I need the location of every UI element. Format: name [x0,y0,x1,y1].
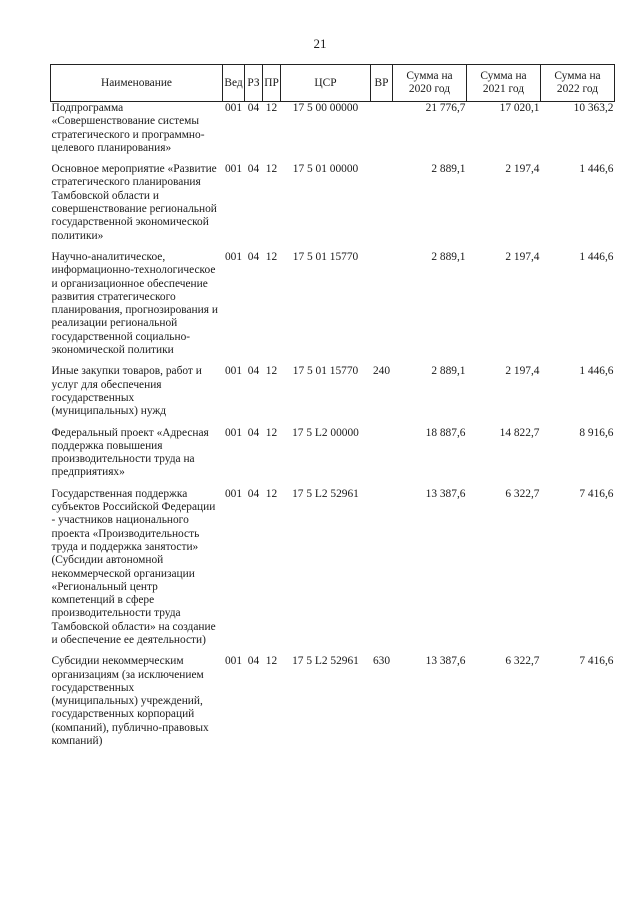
row-pr: 12 [265,426,278,439]
row-vr [371,102,393,164]
row-rz: 04 [247,163,260,176]
row-pr: 12 [265,365,278,378]
row-rz: 04 [247,487,260,500]
table-row [51,427,615,488]
header-sum-2021: Сумма на 2021 год [467,65,541,102]
header-vr: ВР [371,65,393,102]
row-pr: 12 [265,163,278,176]
row-pr: 12 [265,250,278,263]
header-name: Наименование [51,65,223,102]
row-sum-2021: 17 020,1 [499,102,540,114]
table-row [51,365,615,426]
table-row [51,163,615,251]
row-sum-2020: 2 889,1 [431,250,466,263]
budget-table [50,64,615,756]
row-pr: 12 [265,487,278,500]
row-name: Федеральный проект «Адресная поддержка повышения производительности труда на предприятиях» [51,426,209,479]
row-name: Научно-аналитическое, информационно-технологическое и организационное обеспечение развития стратегического планирования, прогнозирования и реализации региональной государственной социально-экономической политики [51,250,218,357]
row-pr: 12 [265,655,278,668]
row-sum-2022: 10 363,2 [573,102,614,114]
row-sum-2020: 13 387,6 [425,487,466,500]
header-sum-2020: Сумма на 2020 год [393,65,467,102]
row-sum-2022: 7 416,6 [579,655,614,668]
header-sum-2022: Сумма на 2022 год [541,65,615,102]
row-ved: 001 [224,365,243,378]
row-vr [371,251,393,365]
row-ved: 001 [224,426,243,439]
row-rz: 04 [247,426,260,439]
row-vr: 240 [372,365,391,378]
row-sum-2021: 2 197,4 [505,250,540,263]
table-row [51,102,615,164]
row-vr [371,163,393,251]
table-row [51,251,615,365]
row-csr: 17 5 01 15770 [292,365,359,378]
row-sum-2022: 8 916,6 [579,426,614,439]
row-ved: 001 [224,163,243,176]
table-header-row [51,65,615,102]
row-sum-2022: 1 446,6 [579,163,614,176]
row-sum-2020: 18 887,6 [425,426,466,439]
row-csr: 17 5 L2 52961 [292,655,359,668]
table-row [51,655,615,756]
row-sum-2020: 2 889,1 [431,365,466,378]
row-name: Основное мероприятие «Развитие стратегического планирования Тамбовской области и совершенствование региональной государственной экономической политики» [51,163,217,242]
row-sum-2020: 21 776,7 [425,102,466,114]
row-csr: 17 5 00 00000 [292,102,359,114]
row-vr [371,427,393,488]
page-number: 21 [313,36,327,51]
row-ved: 001 [224,250,243,263]
row-rz: 04 [247,655,260,668]
row-name: Иные закупки товаров, работ и услуг для обеспечения государственных (муниципальных) нужд [51,365,202,418]
row-ved: 001 [224,102,243,114]
header-ved: Вед [223,65,245,102]
row-name: Подпрограмма «Совершенствование системы стратегического и программно-целевого планирования» [51,102,205,154]
row-rz: 04 [247,250,260,263]
row-sum-2020: 13 387,6 [425,655,466,668]
row-sum-2022: 7 416,6 [579,487,614,500]
row-sum-2021: 6 322,7 [505,487,540,500]
row-sum-2021: 14 822,7 [499,426,540,439]
row-sum-2020: 2 889,1 [431,163,466,176]
header-rz: РЗ [245,65,263,102]
row-sum-2022: 1 446,6 [579,250,614,263]
table-row [51,488,615,656]
row-csr: 17 5 01 00000 [292,163,359,176]
row-sum-2021: 2 197,4 [505,163,540,176]
row-sum-2022: 1 446,6 [579,365,614,378]
row-rz: 04 [247,365,260,378]
row-ved: 001 [224,655,243,668]
row-vr [371,488,393,656]
row-ved: 001 [224,487,243,500]
row-csr: 17 5 01 15770 [292,250,359,263]
row-sum-2021: 6 322,7 [505,655,540,668]
row-rz: 04 [247,102,260,114]
row-pr: 12 [265,102,278,114]
row-csr: 17 5 L2 52961 [292,487,359,500]
row-vr: 630 [372,655,391,668]
header-csr: ЦСР [281,65,371,102]
row-name: Субсидии некоммерческим организациям (за исключением государственных (муниципальных) учреждений, государственных корпораций (компаний), публично-правовых компаний) [51,655,209,748]
row-csr: 17 5 L2 00000 [292,426,359,439]
row-name: Государственная поддержка субъектов Российской Федерации - участников национального проекта «Производительность труда и поддержка занятости» (Субсидии автономной некоммерческой организации «Региональный центр компетенций в сфере производительности труда Тамбовской области» на создание и обеспечение ее деятельности) [51,487,216,646]
row-sum-2021: 2 197,4 [505,365,540,378]
header-pr: ПР [263,65,281,102]
